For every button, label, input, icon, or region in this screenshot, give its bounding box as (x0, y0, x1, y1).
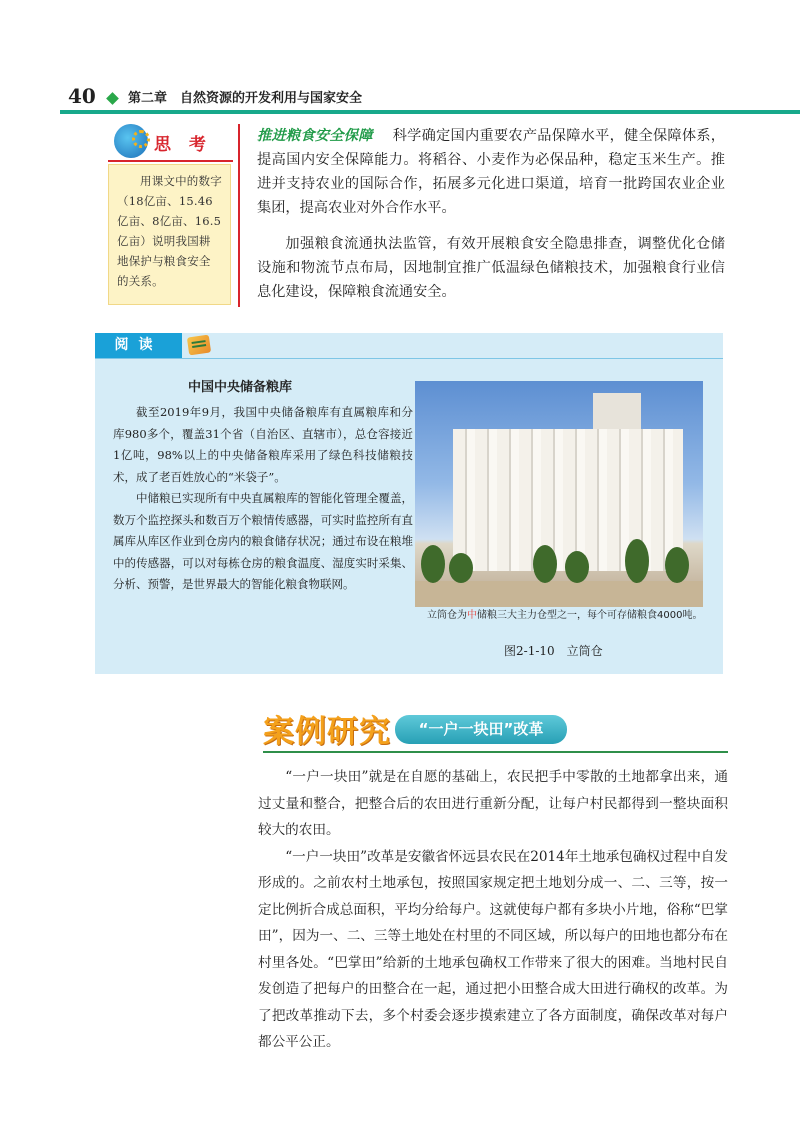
main-paragraph-1 (257, 124, 725, 220)
case-paragraph-1: “一户一块田”就是在自愿的基础上，农民把手中零散的土地都拿出来，通过丈量和整合，把整合后的农田进行重新分配，让每户村民都得到一整块面积较大的农田。 (258, 769, 728, 838)
reading-paragraph-1: 截至2019年9月，我国中央储备粮库有直属粮库和分库980多个，覆盖31个省（自治区、直辖市），总仓容接近1亿吨，98%以上的中央储备粮库采用了绿色科技储粮技术，成了老百姓放心的“米袋子”。 (113, 405, 413, 484)
think-divider (108, 160, 233, 162)
chapter-title: 第二章 自然资源的开发利用与国家安全 (128, 91, 363, 106)
silo-array (453, 429, 683, 571)
case-body (258, 764, 728, 1056)
tree (665, 547, 689, 583)
page-header (0, 82, 800, 114)
caption-highlight: 中 (467, 610, 477, 621)
photo-ground (415, 581, 703, 607)
reading-box (95, 333, 723, 674)
figure-label: 图2-1-10 立筒仓 (504, 644, 603, 658)
reading-paragraph-2: 中储粮已实现所有中央直属粮库的智能化管理全覆盖，数万个监控探头和数百万个粮情传感器，可实时监控所有直属库从库区作业到仓房内的粮食储存状况；通过布设在粮堆中的传感器，可以对每栋仓房的粮食温度、湿度实时采集、分析、预警，是世界最大的智能化粮食物联网。 (113, 491, 413, 591)
main-paragraph-2: 加强粮食流通执法监管，有效开展粮食安全隐患排查，调整优化仓储设施和物流节点布局，因地制宜推广低温绿色储粮技术，加强粮食行业信息化建设，保障粮食流通安全。 (257, 236, 725, 300)
caption-text: 储粮三大主力仓型之一，每个可存储粮食4000吨。 (477, 610, 703, 621)
brain-gear-icon (114, 124, 148, 158)
main-section (257, 124, 725, 304)
reading-body (113, 402, 413, 596)
case-paragraph-2: “一户一块田”改革是安徽省怀远县农民在2014年土地承包确权过程中自发形成的。之前农村土地承包，按照国家规定把土地划分成一、二、三等，按一定比例折合成总面积，平均分给每户。这就使每户都有多块小片地，俗称“巴掌田”，因为一、二、三等土地处在村里的不同区域，所以每户的田地也都分布在村里各处。“巴掌田”给新的土地承包确权工作带来了很大的困难。当地村民自发创造了把每户的田整合在一起，通过把小田整合成大田进行确权的改革。为了把改革推动下去，多个村委会逐步摸索建立了各方面制度，确保改革对每户都公平公正。 (258, 848, 728, 1050)
page-number: 40 (68, 84, 96, 108)
tree (421, 545, 445, 583)
main-paragraph-1-text: 科学确定国内重要农产品保障水平，健全保障体系，提高国内安全保障能力。将稻谷、小麦作为必保品种，稳定玉米生产。推进并支持农业的国际合作，拓展多元化进口渠道，培育一批跨国农业企业集团，提高农业对外合作水平。 (257, 128, 725, 216)
tree (449, 553, 473, 583)
section-lead: 推进粮食安全保障 (257, 128, 373, 144)
caption-text: 立筒仓为 (427, 610, 467, 621)
silo-photo (415, 381, 703, 607)
case-study-title: 案例研究 (263, 714, 391, 750)
header-divider (60, 110, 800, 114)
reading-tab: 阅读 (95, 333, 182, 358)
think-title: 思 考 (154, 135, 212, 155)
sidebar-rule (238, 124, 240, 307)
case-divider (263, 751, 728, 753)
tree (565, 551, 589, 583)
diamond-icon (106, 92, 119, 105)
book-icon (187, 335, 211, 356)
reading-title: 中国中央储备粮库 (188, 380, 293, 395)
think-question: 用课文中的数字（18亿亩、15.46亿亩、8亿亩、16.5亿亩）说明我国耕地保护与粮食安全的关系。 (108, 164, 231, 305)
think-box (108, 122, 233, 307)
reading-divider (95, 358, 723, 359)
tree (533, 545, 557, 583)
tree (625, 539, 649, 583)
case-study-tag: “一户一块田”改革 (395, 715, 567, 744)
photo-caption (415, 607, 703, 624)
